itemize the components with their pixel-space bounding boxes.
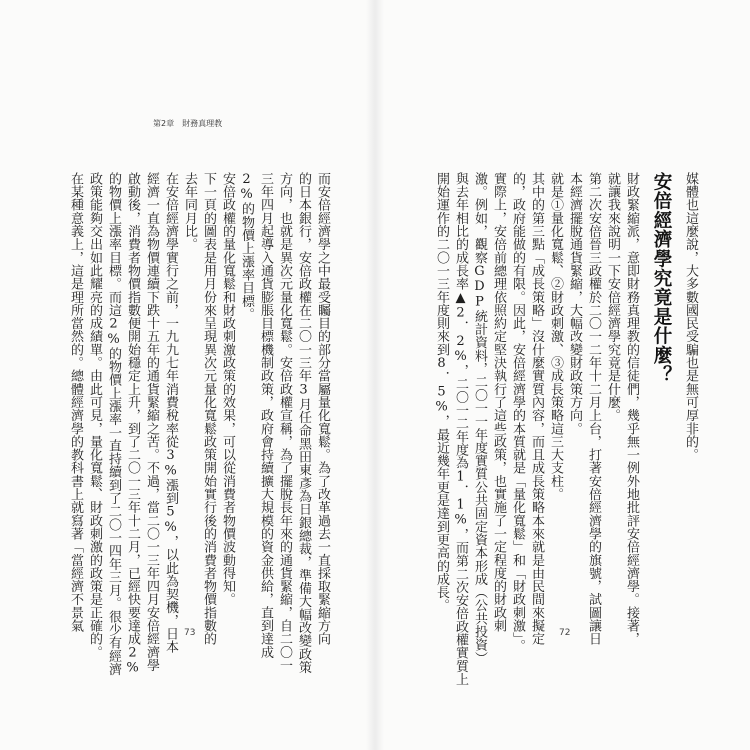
text-column: 2%的物價上漲率目標。 <box>239 172 254 321</box>
text-column: 開始運作的二〇一三年度則來到8．5%，最近幾年更是達到更高的成長。 <box>434 172 449 612</box>
text-column: 而安倍經濟學之中最受矚目的部分當屬量化寬鬆。為了改革過去一直採取緊縮方向 <box>315 172 330 646</box>
text-column: 第二次安倍晉三政權於二〇一二年十二月上台，打著安倍經濟學的旗號，試圖讓日 <box>586 172 601 646</box>
text-column: 其中的第三點「成長策略」沒什麼實質內容，而且成長策略本來就是由民間來擬定 <box>529 172 544 646</box>
text-column: 去年同月比。 <box>182 172 197 251</box>
text-column: 的物價上漲率目標。而這2%的物價上漲率一直持續到了二〇一四年三月。很少有經濟 <box>106 172 121 676</box>
text-column: 就讓我來說明一下安倍經濟學究竟是什麼。 <box>605 172 620 422</box>
text-column: 經濟一直為物價連續下跌十五年的通貨緊縮之苦。不過，當二〇一三年四月安倍經濟學 <box>144 172 159 672</box>
text-column: 方向，也就是異次元量化寬鬆。安倍政權宣稱，為了擺脫長年來的通貨緊縮，自二〇一 <box>277 172 292 672</box>
page-number-right: 72 <box>559 628 571 638</box>
text-column: 的，政府能做的有限。因此，安倍經濟學的本質就是「量化寬鬆」和「財政刺激」。 <box>510 172 525 653</box>
text-column: 下一頁的圖表是用月份來呈現異次元量化寬鬆政策開始實行後的消費者物價指數的 <box>201 172 216 646</box>
text-column: 財政緊縮派，意即財務真理教的信徒們，幾乎無一例外地批評安倍經濟學。接著， <box>624 172 639 646</box>
section-heading: 安倍經濟學究竟是什麼？ <box>651 172 672 385</box>
text-column: 在安倍經濟學實行之前，一九九七年消費稅率從3%漲到5%，以此為契機，日本 <box>163 172 178 654</box>
text-column: 本經濟擺脫通貨緊縮，大幅改變財政策方向。 <box>567 172 582 435</box>
page-number-left: 73 <box>184 628 196 638</box>
heading-spacer <box>675 172 681 608</box>
text-column: 媒體也這麼說，大多數國民受騙也是無可厚非的。 <box>683 172 698 462</box>
text-column: 啟動後，消費者物價指數便開始穩定上升，到了二〇一三年十二月，已經快要達成2% <box>125 172 140 676</box>
text-column: 在某種意義上，這是理所當然的。總體經濟學的教科書上就寫著「當經濟不景氣 <box>68 172 83 633</box>
text-column: 政策能夠交出如此耀亮的成績單。由此可見，量化寬鬆、財政刺激的政策是正確的。 <box>87 172 102 659</box>
running-head <box>153 118 222 129</box>
text-column: 三年四月起導入通貨膨脹目標機制政策，政府會持續擴大規模的資金供給，直到達成 <box>258 172 273 659</box>
text-column: 就是①量化寬鬆、②財政刺激、③成長策略這三大支柱。 <box>548 172 563 501</box>
text-column: 實際上，安倍前總理依照約定堅決執行了這些政策，也實施了一定程度的財政刺 <box>491 172 506 633</box>
text-column: 安倍政權的量化寬鬆和財政刺激政策的效果，可以從消費者物價波動得知。 <box>220 172 235 606</box>
chapter-title: 財務真理教 <box>182 119 223 128</box>
text-column: 與去年相比的成長率▲2．2%，二〇一二年度為1．1%，而第二次安倍政權實質上 <box>453 172 468 686</box>
book-gutter <box>366 0 384 750</box>
text-column: 的日本銀行，安倍政權在二〇一三年3月任命黑田東彥為日銀總裁，準備大幅改變政策 <box>296 172 311 674</box>
text-column: 激。例如，觀察GDP統計資料，二〇一一年度實質公共固定資本形成（公共投資） <box>472 172 487 665</box>
heading-spacer <box>641 172 647 608</box>
chapter-number: 第2章 <box>153 119 175 128</box>
